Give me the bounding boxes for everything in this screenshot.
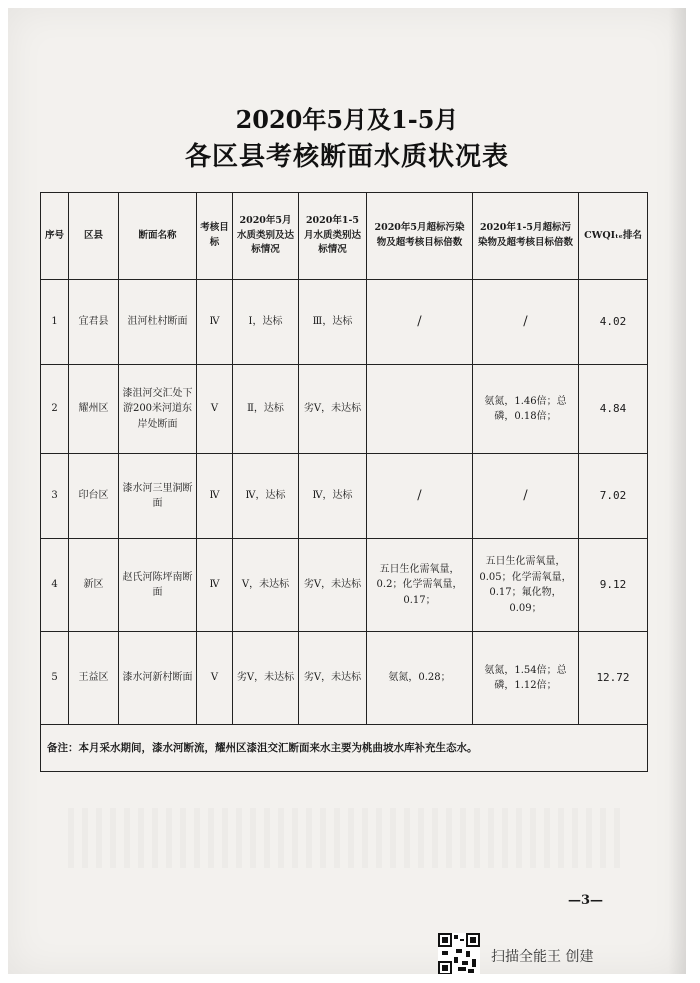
header-district: 区县 [69, 193, 119, 280]
cell-ytd-class: Ⅲ，达标 [299, 280, 367, 365]
cell-target: Ⅴ [197, 632, 233, 725]
title-line-2: 各区县考核断面水质状况表 [184, 142, 509, 172]
qr-code-icon [438, 933, 480, 974]
header-cwqi: CWQIₜₑ排名 [579, 193, 648, 280]
title-line-1: 2020年5月及1-5月 [235, 105, 459, 134]
table-row [41, 632, 648, 725]
scanner-label: 扫描全能王 创建 [491, 949, 594, 965]
cell-seq: 3 [41, 454, 69, 539]
cell-ytd-pollutants: / [473, 454, 579, 539]
cell-may-class: Ⅱ，达标 [233, 365, 299, 454]
cell-ytd-class: 劣Ⅴ，未达标 [299, 632, 367, 725]
cell-ytd-pollutants: 氨氮，1.54倍；总磷，1.12倍； [473, 632, 579, 725]
cell-ytd-class: Ⅳ，达标 [299, 454, 367, 539]
cell-may-pollutants: 五日生化需氧量，0.2；化学需氧量，0.17； [367, 539, 473, 632]
water-quality-table [40, 192, 648, 772]
cell-may-pollutants [367, 365, 473, 454]
cell-may-pollutants: / [367, 454, 473, 539]
cell-target: Ⅳ [197, 454, 233, 539]
cell-section: 沮河杜村断面 [119, 280, 197, 365]
cell-section: 漆水河新村断面 [119, 632, 197, 725]
table-note-row [41, 725, 648, 772]
header-target: 考核目标 [197, 193, 233, 280]
cell-ytd-pollutants: 五日生化需氧量，0.05；化学需氧量，0.17；氟化物，0.09； [473, 539, 579, 632]
cell-district: 印台区 [69, 454, 119, 539]
cell-cwqi: 9.12 [579, 539, 648, 632]
cell-ytd-pollutants: / [473, 280, 579, 365]
cell-may-pollutants: 氨氮，0.28； [367, 632, 473, 725]
table-note: 备注：本月采水期间，漆水河断流，耀州区漆沮交汇断面来水主要为桃曲坡水库补充生态水。 [41, 725, 648, 772]
cell-may-pollutants: / [367, 280, 473, 365]
table-header-row [41, 193, 648, 280]
cell-cwqi: 12.72 [579, 632, 648, 725]
page-number: —3— [568, 893, 604, 908]
table-row [41, 454, 648, 539]
cell-district: 耀州区 [69, 365, 119, 454]
cell-district: 宜君县 [69, 280, 119, 365]
cell-target: Ⅴ [197, 365, 233, 454]
header-section: 断面名称 [119, 193, 197, 280]
header-may-pollutants: 2020年5月超标污染物及超考核目标倍数 [367, 193, 473, 280]
bleed-through-text [68, 808, 628, 868]
cell-may-class: Ⅳ，达标 [233, 454, 299, 539]
cell-seq: 4 [41, 539, 69, 632]
cell-section: 赵氏河陈坪南断面 [119, 539, 197, 632]
cell-may-class: Ⅰ，达标 [233, 280, 299, 365]
cell-may-class: Ⅴ，未达标 [233, 539, 299, 632]
cell-target: Ⅳ [197, 539, 233, 632]
cell-district: 新区 [69, 539, 119, 632]
cell-seq: 5 [41, 632, 69, 725]
header-may-class: 2020年5月水质类别及达标情况 [233, 193, 299, 280]
table-row [41, 539, 648, 632]
cell-ytd-class: 劣Ⅴ，未达标 [299, 365, 367, 454]
document-page [8, 8, 686, 974]
header-seq: 序号 [41, 193, 69, 280]
header-ytd-class: 2020年1-5月水质类别达标情况 [299, 193, 367, 280]
table-row [41, 365, 648, 454]
cell-may-class: 劣Ⅴ，未达标 [233, 632, 299, 725]
cell-section: 漆沮河交汇处下游200米河道东岸处断面 [119, 365, 197, 454]
cell-cwqi: 4.84 [579, 365, 648, 454]
cell-ytd-class: 劣Ⅴ，未达标 [299, 539, 367, 632]
header-ytd-pollutants: 2020年1-5月超标污染物及超考核目标倍数 [473, 193, 579, 280]
cell-cwqi: 4.02 [579, 280, 648, 365]
cell-ytd-pollutants: 氨氮，1.46倍；总磷，0.18倍； [473, 365, 579, 454]
cell-seq: 1 [41, 280, 69, 365]
cell-target: Ⅳ [197, 280, 233, 365]
cell-district: 王益区 [69, 632, 119, 725]
cell-seq: 2 [41, 365, 69, 454]
cell-section: 漆水河三里洞断面 [119, 454, 197, 539]
table-row [41, 280, 648, 365]
cell-cwqi: 7.02 [579, 454, 648, 539]
